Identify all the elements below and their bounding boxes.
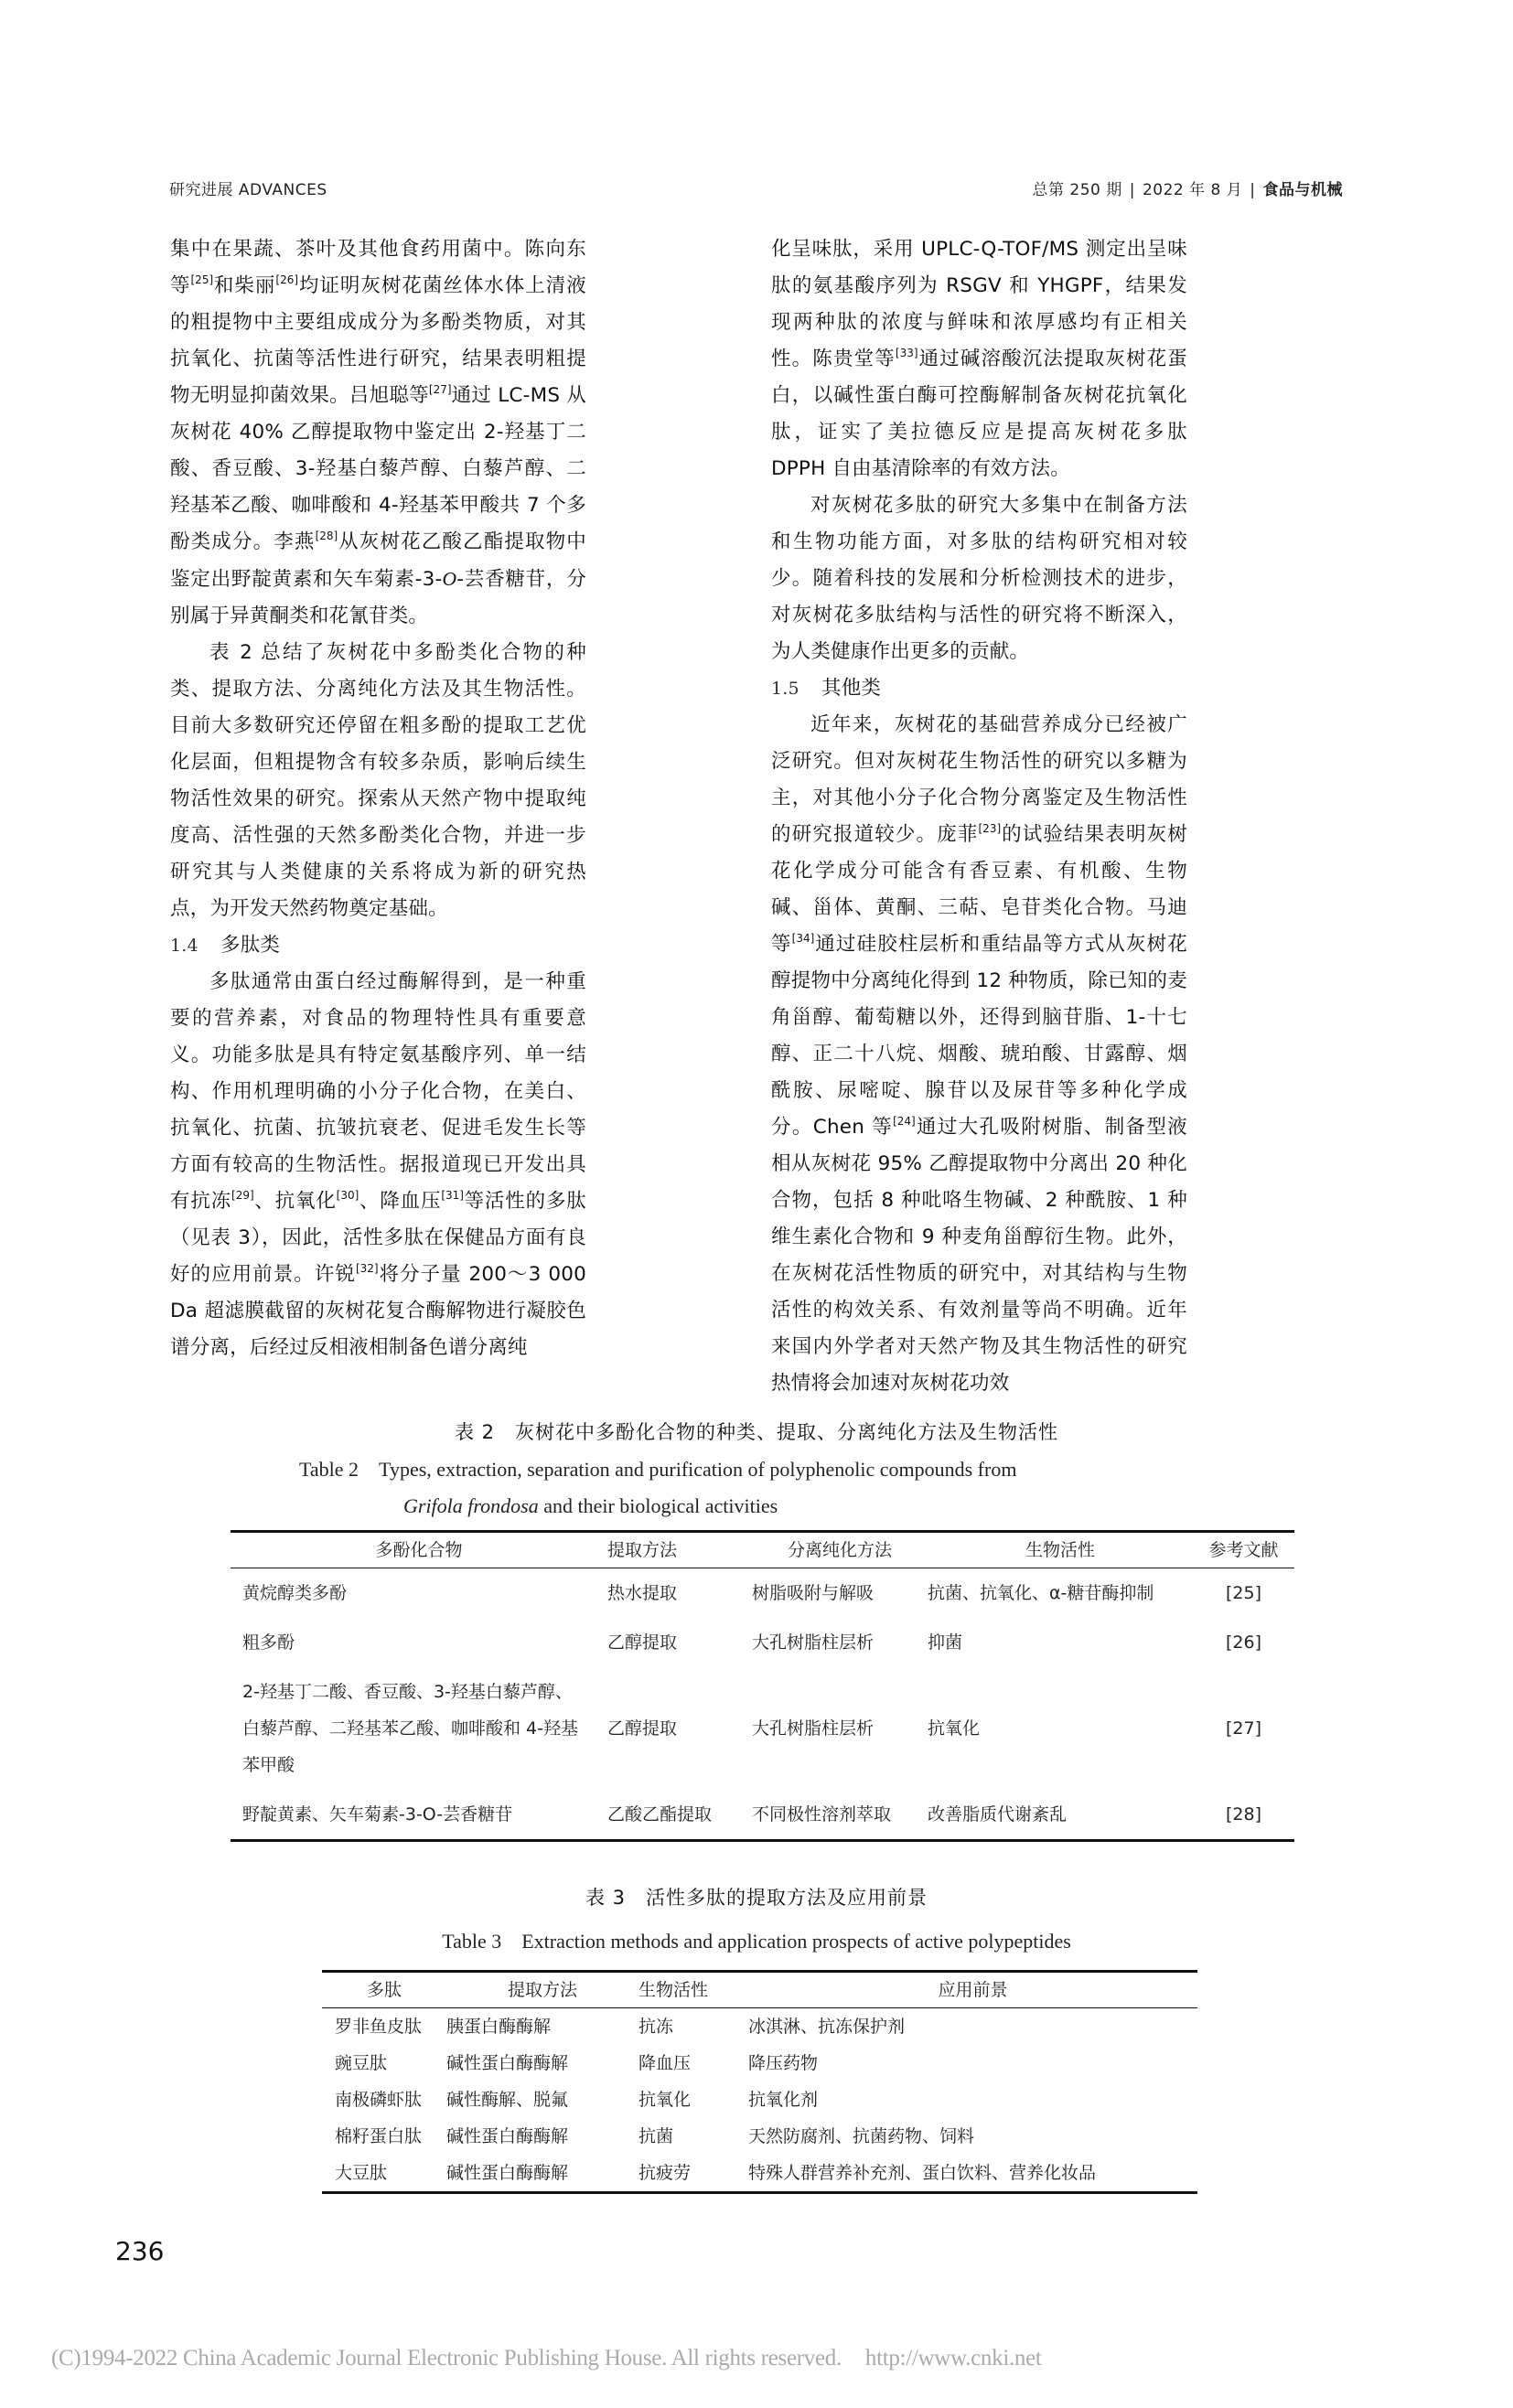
text-run: 、降血压 <box>359 1190 442 1213</box>
table-row <box>231 1568 1294 1619</box>
table-cell: 碱性酶解、脱氟 <box>446 2090 569 2110</box>
table-cell: 大孔树脂柱层析 <box>752 1718 875 1739</box>
table3-caption <box>0 1884 1513 1959</box>
citation[interactable]: [32] <box>355 1262 379 1275</box>
paragraph: 表 2 总结了灰树花中多酚类化合物的种类、提取方法、分离纯化方法及其生物活性。目前大多数研究还停留在粗多酚的提取工艺优化层面，但粗提物含有较多杂质，影响后续生物活性效果的研究。探索从天然产物中提取纯度高、活性强的天然多酚类化合物，并进一步研究其与人类健康的关系将成为新的研究热点，为开发天然药物奠定基础。 <box>170 641 586 920</box>
text-run: -芸香糖苷，分别属于异黄酮类和花氰苷类。 <box>170 568 586 627</box>
table-cell: 抗氧化 <box>638 2090 692 2110</box>
table-cell: 棉籽蛋白肽 <box>335 2126 423 2146</box>
table-cell: 抗菌 <box>638 2126 674 2146</box>
text-run: 通过碱溶酸沉法提取灰树花蛋白，以碱性蛋白酶可控酶解制备灰树花抗氧化肽，证实了美拉德反应是提高灰树花多肽 DPPH 自由基清除率的有效方法。 <box>771 348 1187 480</box>
text-run: 集中在果蔬、茶叶及其他食药用菌中。陈向东等 <box>170 238 586 297</box>
reference-cell[interactable]: [26] <box>1225 1632 1261 1653</box>
section-title: 多肽类 <box>220 934 281 957</box>
page-number: 236 <box>115 2236 165 2266</box>
header-separator: | <box>1250 181 1256 199</box>
text-run: 近年来，灰树花的基础营养成分已经被广泛研究。但对灰树花生物活性的研究以多糖为主，对其他小分子化合物分离鉴定及生物活性的研究报道较少。庞菲 <box>771 713 1187 846</box>
citation[interactable]: [30] <box>336 1189 359 1202</box>
section-number: 1.5 <box>771 679 799 699</box>
table-cell: 抗冻 <box>638 2017 674 2037</box>
paragraph <box>170 964 586 1366</box>
right-column <box>771 231 1187 1402</box>
citation[interactable]: [31] <box>441 1189 464 1202</box>
header-separator: | <box>1129 181 1135 199</box>
column-header: 应用前景 <box>748 1972 1197 2008</box>
citation[interactable]: [29] <box>231 1189 254 1202</box>
table-cell: 大豆肽 <box>335 2163 388 2183</box>
caption-text: and their biological activities <box>538 1494 778 1517</box>
table-label: Table 2 <box>299 1458 359 1481</box>
citation[interactable]: [24] <box>893 1115 916 1128</box>
text-run: 化呈味肽，采用 UPLC-Q-TOF/MS 测定出呈味肽的氨基酸序列为 RSGV 和 YHGPF，结果发现两种肽的浓度与鲜味和浓厚感均有正相关性。陈贵堂等 <box>771 238 1187 370</box>
text-run: 将分子量 200～3 000 Da 超滤膜截留的灰树花复合酶解物进行凝胶色谱分离，后经过反相液相制备色谱分离纯 <box>170 1263 586 1359</box>
text-run: 通过大孔吸附树脂、制备型液相从灰树花 95% 乙醇提取物中分离出 20 种化合物，包括 8 种吡咯生物碱、2 种酰胺、1 种维生素化合物和 9 种麦角甾醇衍生物。此外，在灰树花活性物质的研究中，对其结构与生物活性的构效关系、有效剂量等尚不明确。近年来国内外学者对天然产物及其生物活性的研究热情将会加速对灰树花功效 <box>771 1116 1187 1395</box>
species-name: Grifola frondosa <box>403 1494 539 1517</box>
table-cell: 大孔树脂柱层析 <box>752 1632 875 1653</box>
table-cell: 黄烷醇类多酚 <box>242 1583 348 1603</box>
table-cell: 抗氧化 <box>928 1718 981 1739</box>
table-label: Table 3 <box>442 1930 502 1953</box>
table2-caption-en <box>299 1451 1214 1525</box>
table-cell: 树脂吸附与解吸 <box>752 1583 875 1603</box>
table-cell: 粗多酚 <box>242 1632 295 1653</box>
column-header: 生物活性 <box>928 1532 1193 1568</box>
table-row <box>231 1618 1294 1667</box>
table-cell: 南极磷虾肽 <box>335 2090 423 2110</box>
table-row <box>322 2082 1197 2118</box>
table-cell: 乙醇提取 <box>607 1632 678 1653</box>
column-header: 参考文献 <box>1193 1532 1294 1568</box>
table-cell: 抑菌 <box>928 1632 963 1653</box>
copyright-text: (C)1994-2022 China Academic Journal Electronic Publishing House. All rights reserved. <box>51 2346 842 2371</box>
text-run: 通过硅胶柱层析和重结晶等方式从灰树花醇提物中分离纯化得到 12 种物质，除已知的麦角甾醇、葡萄糖以外，还得到脑苷脂、1-十七醇、正二十八烷、烟酸、琥珀酸、甘露醇、烟酰胺、尿嘧啶、腺苷以及尿苷等多种化学成分。Chen 等 <box>771 933 1187 1139</box>
text-run: 的试验结果表明灰树花化学成分可能含有香豆素、有机酸、生物碱、甾体、黄酮、三萜、皂苷类化合物。马迪等 <box>771 823 1187 956</box>
citation[interactable]: [25] <box>190 273 214 286</box>
section-title: 其他类 <box>821 677 882 700</box>
citation[interactable]: [28] <box>315 530 338 542</box>
table-cell: 2-羟基丁二酸、香豆酸、3-羟基白藜芦醇、白藜芦醇、二羟基苯乙酸、咖啡酸和 4-羟基苯甲酸 <box>242 1682 578 1775</box>
left-column <box>170 231 586 1366</box>
citation[interactable]: [23] <box>978 822 1002 835</box>
table2-caption-en-line2 <box>299 1488 1214 1525</box>
table2-caption <box>0 1418 1513 1525</box>
citation[interactable]: [33] <box>895 347 918 359</box>
text-run: 从灰树花乙酸乙酯提取物中鉴定出野靛黄素和矢车菊素-3- <box>170 530 587 591</box>
section-heading <box>170 927 586 964</box>
table-cell: 改善脂质代谢紊乱 <box>928 1804 1068 1825</box>
paragraph: 对灰树花多肽的研究大多集中在制备方法和生物功能方面，对多肽的结构研究相对较少。随着科技的发展和分析检测技术的进步，对灰树花多肽结构与活性的研究将不断深入，为人类健康作出更多的贡献。 <box>771 494 1187 663</box>
reference-cell[interactable]: [27] <box>1225 1718 1261 1739</box>
citation[interactable]: [34] <box>791 932 815 945</box>
italic-text: O <box>442 568 457 590</box>
text-run: 、抗氧化 <box>253 1190 337 1213</box>
table-cell: 胰蛋白酶酶解 <box>446 2017 552 2037</box>
text-run: 等活性的多肽（见表 3），因此，活性多肽在保健品方面有良好的应用前景。许锐 <box>170 1190 586 1286</box>
table3-caption-zh: 表 3 活性多肽的提取方法及应用前景 <box>585 1887 928 1909</box>
table-cell: 碱性蛋白酶酶解 <box>446 2053 569 2073</box>
table-row <box>322 2118 1197 2155</box>
journal-name: 食品与机械 <box>1262 181 1343 199</box>
table-header-row <box>322 1972 1197 2008</box>
citation[interactable]: [27] <box>428 383 452 396</box>
section-number: 1.4 <box>170 936 199 956</box>
caption-text: Types, extraction, separation and purification of polyphenolic compounds from <box>379 1458 1017 1481</box>
paragraph <box>771 231 1187 487</box>
citation[interactable]: [26] <box>275 273 299 286</box>
table-row <box>322 2008 1197 2046</box>
table-cell: 降血压 <box>638 2053 692 2073</box>
table-cell: 乙酸乙酯提取 <box>607 1804 713 1825</box>
table-cell: 抗氧化剂 <box>748 2090 819 2110</box>
cnki-url[interactable]: http://www.cnki.net <box>864 2346 1042 2371</box>
table2-caption-zh: 表 2 灰树花中多酚化合物的种类、提取、分离纯化方法及生物活性 <box>454 1421 1059 1443</box>
table3-caption-en <box>0 1924 1513 1959</box>
table-header-row <box>231 1532 1294 1568</box>
text-run: 通过 LC-MS 从灰树花 40% 乙醇提取物中鉴定出 2-羟基丁二酸、香豆酸、3-羟基白藜芦醇、白藜芦醇、二羟基苯乙酸、咖啡酸和 4-羟基苯甲酸共 7 个多酚类成分。李燕 <box>170 384 586 553</box>
copyright-watermark <box>51 2346 1513 2371</box>
column-header: 提取方法 <box>446 1972 638 2008</box>
paragraph <box>771 707 1187 1402</box>
column-header: 多酚化合物 <box>231 1532 607 1568</box>
table-row <box>231 1667 1294 1790</box>
text-run: 多肽通常由蛋白经过酶解得到，是一种重要的营养素，对食品的物理特性具有重要意义。功能多肽是具有特定氨基酸序列、单一结构、作用机理明确的小分子化合物，在美白、抗氧化、抗菌、抗皱抗衰老、促进毛发生长等方面有较高的生物活性。据报道现已开发出具有抗冻 <box>170 970 586 1213</box>
running-header-section: 研究进展 ADVANCES <box>169 181 327 199</box>
table-cell: 天然防腐剂、抗菌药物、饲料 <box>748 2126 975 2146</box>
table-row <box>322 2045 1197 2082</box>
table-cell: 热水提取 <box>607 1583 678 1603</box>
section-heading <box>771 670 1187 707</box>
table-cell: 降压药物 <box>748 2053 819 2073</box>
reference-cell[interactable]: [28] <box>1225 1804 1261 1825</box>
table-cell: 豌豆肽 <box>335 2053 388 2073</box>
column-header: 多肽 <box>322 1972 446 2008</box>
table-cell: 碱性蛋白酶酶解 <box>446 2126 569 2146</box>
caption-text: Extraction methods and application prospects of active polypeptides <box>521 1930 1071 1953</box>
table-cell: 抗菌、抗氧化、α-糖苷酶抑制 <box>928 1583 1154 1603</box>
text-run: 均证明灰树花菌丝体水体上清液的粗提物中主要组成成分为多酚类物质，对其抗氧化、抗菌等活性进行研究，结果表明粗提物无明显抑菌效果。吕旭聪等 <box>170 274 586 407</box>
column-header: 生物活性 <box>638 1972 748 2008</box>
table2 <box>231 1530 1294 1842</box>
reference-cell[interactable]: [25] <box>1225 1583 1261 1603</box>
body-columns <box>170 231 1187 1402</box>
table-cell: 乙醇提取 <box>607 1718 678 1739</box>
paragraph <box>170 231 586 635</box>
table2-caption-en-line1 <box>299 1451 1214 1488</box>
table-cell: 野靛黄素、矢车菊素-3-O-芸香糖苷 <box>242 1804 513 1825</box>
issue-date: 2022 年 8 月 <box>1142 181 1243 199</box>
table-cell: 不同极性溶剂萃取 <box>752 1804 892 1825</box>
table-row <box>322 2155 1197 2193</box>
issue-number: 总第 250 期 <box>1032 181 1122 199</box>
table-cell: 罗非鱼皮肽 <box>335 2017 423 2037</box>
table3 <box>322 1970 1197 2194</box>
table-cell: 抗疲劳 <box>638 2163 692 2183</box>
table-row <box>231 1790 1294 1841</box>
running-header <box>169 177 1343 204</box>
column-header: 分离纯化方法 <box>752 1532 928 1568</box>
text-run: 和柴丽 <box>213 274 276 297</box>
running-header-issue <box>1032 177 1343 199</box>
column-header: 提取方法 <box>607 1532 752 1568</box>
table-cell: 冰淇淋、抗冻保护剂 <box>748 2017 906 2037</box>
table-cell: 碱性蛋白酶酶解 <box>446 2163 569 2183</box>
table-cell: 特殊人群营养补充剂、蛋白饮料、营养化妆品 <box>748 2163 1097 2183</box>
